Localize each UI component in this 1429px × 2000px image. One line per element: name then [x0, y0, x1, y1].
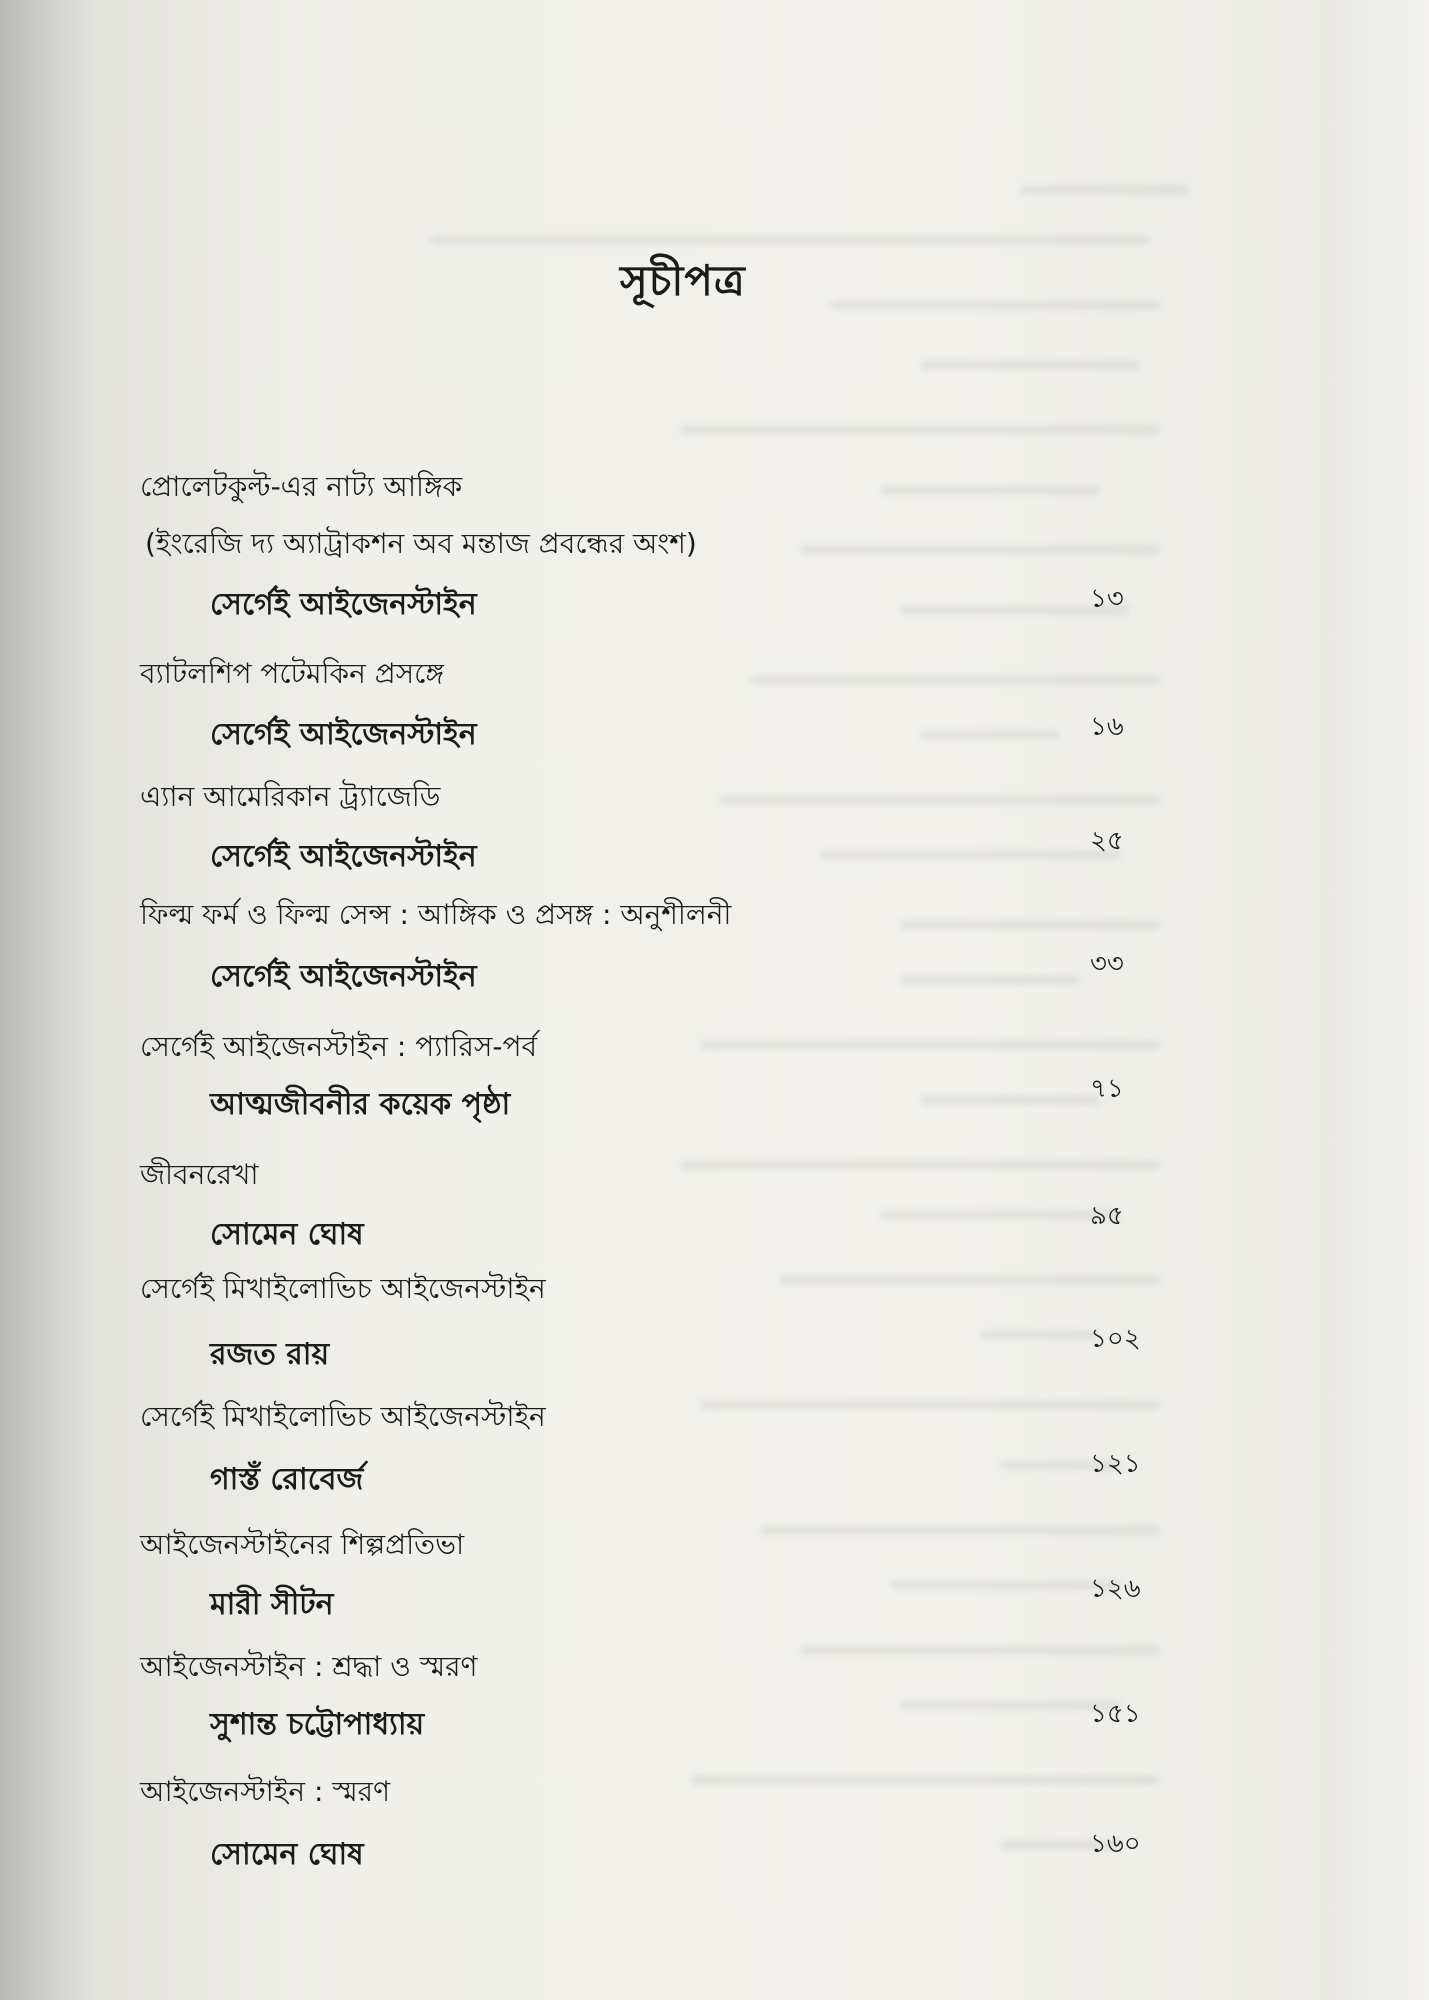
toc-entry-page: ১৫১: [1090, 1699, 1141, 1729]
toc-entry-page: ১৬: [1090, 712, 1124, 742]
book-spine-shadow: [0, 0, 100, 2000]
toc-entry-title: জীবনরেখা: [140, 1158, 259, 1191]
toc-entry-author: সের্গেই আইজেনস্টাইন: [210, 839, 477, 874]
toc-entry-author: সোমেন ঘোষ: [210, 1837, 364, 1872]
toc-entry-title: প্রোলেটকুল্ট-এর নাট্য আঙ্গিক: [140, 470, 463, 503]
toc-entry-page: ৭১: [1090, 1074, 1124, 1104]
toc-entry-author: মারী সীটন: [210, 1587, 334, 1622]
toc-entry-title: ব্যাটলশিপ পটেমকিন প্রসঙ্গে: [140, 657, 444, 690]
toc-entry-page: ২৫: [1090, 826, 1124, 856]
toc-entry-title: সের্গেই আইজেনস্টাইন : প্যারিস-পর্ব: [140, 1030, 538, 1063]
toc-entry-title: সের্গেই মিখাইলোভিচ আইজেনস্টাইন: [140, 1272, 546, 1305]
toc-entry-author: সের্গেই আইজেনস্টাইন: [210, 959, 477, 994]
toc-entry-page: ১০২: [1090, 1324, 1141, 1354]
toc-entry-title: ফিল্ম ফর্ম ও ফিল্ম সেন্স : আঙ্গিক ও প্রসঙ্গ : অনুশীলনী: [140, 898, 732, 931]
toc-entry-author: সুশান্ত চট্টোপাধ্যায়: [210, 1707, 425, 1742]
toc-entry-title: আইজেনস্টাইন : শ্রদ্ধা ও স্মরণ: [140, 1650, 478, 1683]
toc-entry-author: সের্গেই আইজেনস্টাইন: [210, 587, 477, 622]
page-edge: [1320, 0, 1429, 2000]
toc-entry-title: এ্যান আমেরিকান ট্র্যাজেডি: [140, 780, 441, 813]
toc-entry-page: ৩৩: [1090, 949, 1124, 979]
toc-entry-title: আইজেনস্টাইন : স্মরণ: [140, 1775, 390, 1808]
toc-entry-subtitle: (ইংরেজি দ্য অ্যাট্রাকশন অব মন্তাজ প্রবন্ধের অংশ): [145, 527, 697, 560]
toc-entry-page: ১২৬: [1090, 1574, 1141, 1604]
toc-entry-title: সের্গেই মিখাইলোভিচ আইজেনস্টাইন: [140, 1400, 546, 1433]
page-title: সূচীপত্র: [620, 256, 746, 305]
toc-entry-author: রজত রায়: [210, 1337, 330, 1372]
toc-entry-author: আত্মজীবনীর কয়েক পৃষ্ঠা: [210, 1087, 511, 1122]
toc-entry-title: আইজেনস্টাইনের শিল্পপ্রতিভা: [140, 1528, 465, 1561]
toc-entry-page: ১৩: [1090, 584, 1124, 614]
toc-entry-author: সোমেন ঘোষ: [210, 1217, 364, 1252]
toc-entry-author: সের্গেই আইজেনস্টাইন: [210, 717, 477, 752]
toc-entry-page: ৯৫: [1090, 1201, 1124, 1231]
toc-entry-page: ১৬০: [1090, 1829, 1141, 1859]
toc-entry-author: গাস্তঁ রোবের্জ: [210, 1462, 364, 1497]
toc-entry-page: ১২১: [1090, 1449, 1141, 1479]
